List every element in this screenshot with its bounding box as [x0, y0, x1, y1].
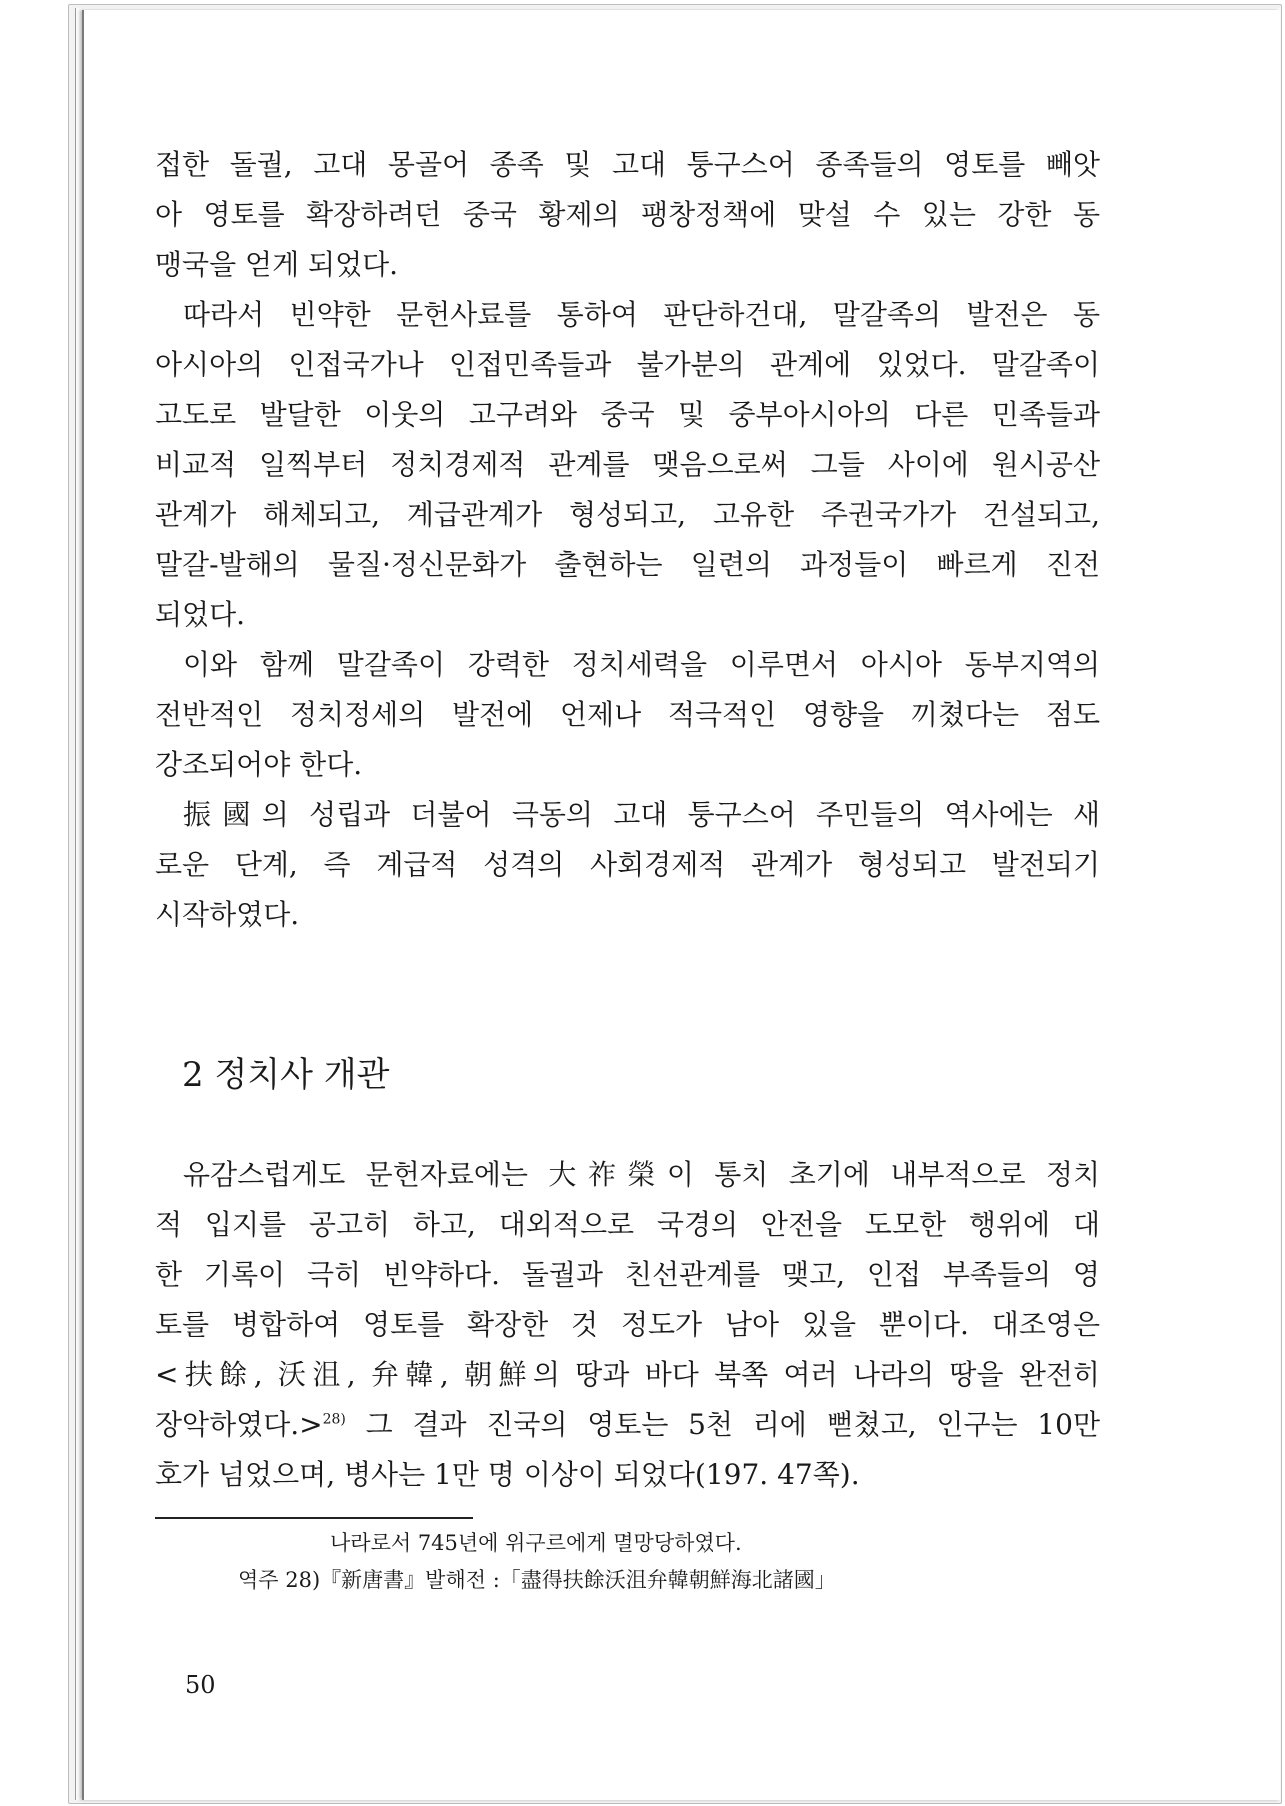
- text-line: 고도로 발달한 이웃의 고구려와 중국 및 중부아시아의 다른 민족들과: [155, 398, 1100, 431]
- text-line: 유감스럽게도 문헌자료에는 大祚榮이 통치 초기에 내부적으로 정치: [183, 1158, 1100, 1191]
- text-line: 적 입지를 공고히 하고, 대외적으로 국경의 안전을 도모한 행위에 대: [155, 1208, 1100, 1241]
- text-fragment: 그 결과 진국의 영토는 5천 리에 뻗쳤고, 인구는 10만: [345, 1408, 1100, 1441]
- paragraph-1: [155, 140, 1100, 290]
- text-line: 따라서 빈약한 문헌사료를 통하여 판단하건대, 말갈족의 발전은 동: [183, 298, 1100, 331]
- text-line: 전반적인 정치정세의 발전에 언제나 적극적인 영향을 끼쳤다는 점도: [155, 698, 1100, 731]
- paragraph-5: [155, 1150, 1100, 1500]
- text-line: 접한 돌궐, 고대 몽골어 종족 및 고대 퉁구스어 종족들의 영토를 빼앗: [155, 148, 1100, 181]
- text-line: 말갈-발해의 물질·정신문화가 출현하는 일련의 과정들이 빠르게 진전: [155, 548, 1100, 581]
- text-line: 振國의 성립과 더불어 극동의 고대 퉁구스어 주민들의 역사에는 새: [183, 798, 1100, 831]
- text-line: 호가 넘었으며, 병사는 1만 명 이상이 되었다(197. 47쪽).: [155, 1458, 860, 1491]
- text-line: 비교적 일찍부터 정치경제적 관계를 맺음으로써 그들 사이에 원시공산: [155, 448, 1100, 481]
- text-line: 아 영토를 확장하려던 중국 황제의 팽창정책에 맞설 수 있는 강한 동: [155, 198, 1100, 231]
- text-line: 토를 병합하여 영토를 확장한 것 정도가 남아 있을 뿐이다. 대조영은: [155, 1308, 1100, 1341]
- text-line: 이와 함께 말갈족이 강력한 정치세력을 이루면서 아시아 동부지역의: [183, 648, 1100, 681]
- footnote-ref-28: 28): [322, 1411, 346, 1428]
- text-line: 맹국을 얻게 되었다.: [155, 248, 399, 281]
- footnote-continuation: 나라로서 745년에 위구르에게 멸망당하였다.: [330, 1531, 742, 1555]
- text-line: 되었다.: [155, 598, 246, 631]
- text-line: 아시아의 인접국가나 인접민족들과 불가분의 관계에 있었다. 말갈족이: [155, 348, 1100, 381]
- paragraph-4: [155, 790, 1100, 940]
- text-line: 한 기록이 극히 빈약하다. 돌궐과 친선관계를 맺고, 인접 부족들의 영: [155, 1258, 1100, 1291]
- text-fragment: 장악하였다.>: [155, 1408, 323, 1441]
- text-line: [155, 1400, 1100, 1450]
- text-line: 로운 단계, 즉 계급적 성격의 사회경제적 관계가 형성되고 발전되기: [155, 848, 1100, 881]
- paragraph-3: [155, 640, 1100, 790]
- text-line: <扶餘, 沃沮, 弁韓, 朝鮮의 땅과 바다 북쪽 여러 나라의 땅을 완전히: [155, 1358, 1100, 1391]
- page-number: 50: [185, 1671, 216, 1699]
- footnote-divider: [155, 1517, 473, 1519]
- text-line: 강조되어야 한다.: [155, 748, 363, 781]
- footnote-28: 역주 28)『新唐書』발해전 :「盡得扶餘沃沮弁韓朝鮮海北諸國」: [238, 1568, 836, 1592]
- text-line: 시작하였다.: [155, 898, 300, 931]
- text-line: 관계가 해체되고, 계급관계가 형성되고, 고유한 주권국가가 건설되고,: [155, 498, 1100, 531]
- paragraph-2: [155, 290, 1100, 640]
- section-heading: 2 정치사 개관: [182, 1055, 390, 1095]
